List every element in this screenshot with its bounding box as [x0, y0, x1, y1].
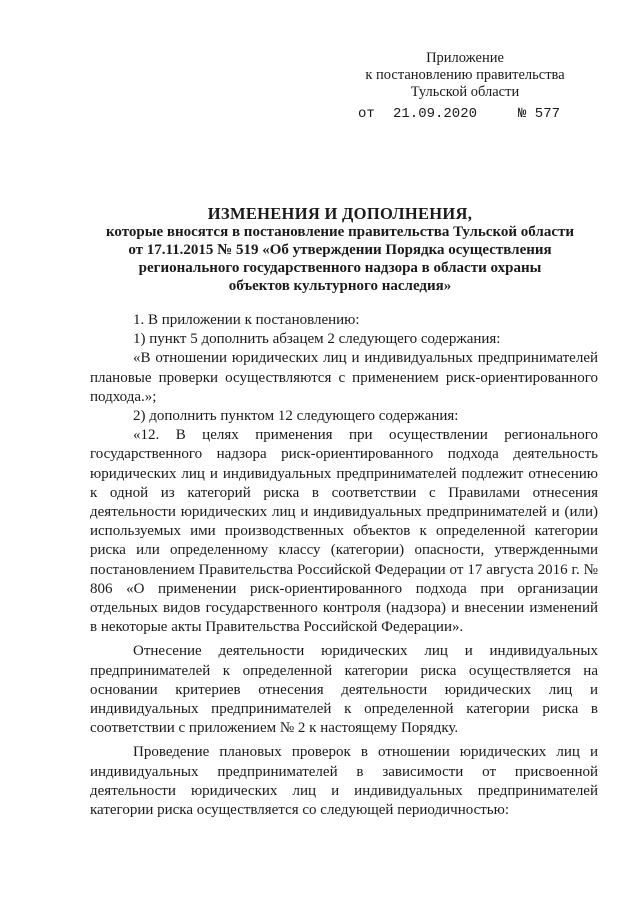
title-line-3: регионального государственного надзора в области охраны: [138, 260, 542, 276]
paragraph-6: Отнесение деятельности юридических лиц и индивидуальных предпринимателей к определенной категории риска осуществляется на основании критериев отнесения деятельности юридических лиц и индивидуальных предпринимателей к определенной категории риска в соответствии с приложением № 2 к настоящему Порядку.: [90, 643, 598, 737]
appendix-line-2: к постановлению правительства: [365, 67, 565, 83]
paragraph-3: «В отношении юридических лиц и индивидуальных предпринимателей плановые проверки осуществляются с применением риск-ориентированного подхода.»;: [90, 350, 598, 405]
document-title: [90, 205, 590, 295]
paragraph-7: Проведение плановых проверок в отношении юридических лиц и индивидуальных предпринимателей в зависимости от присвоенной деятельности юридических лиц и индивидуальных предпринимателей категории риска осуществляется со следующей периодичностью:: [90, 744, 598, 819]
paragraph-2: 1) пункт 5 дополнить абзацем 2 следующего содержания:: [133, 331, 501, 348]
paragraph-1: 1. В приложении к постановлению:: [133, 312, 360, 328]
ref-from-label: от: [358, 106, 375, 122]
ref-date: 21.09.2020: [393, 106, 478, 122]
paragraph-4: 2) дополнить пунктом 12 следующего содержания:: [133, 408, 459, 425]
title-line-1: которые вносятся в постановление правительства Тульской области: [105, 224, 575, 240]
document-body: [90, 311, 598, 820]
resolution-reference: [358, 106, 598, 122]
title-heading: ИЗМЕНЕНИЯ И ДОПОЛНЕНИЯ,: [207, 204, 473, 223]
title-line-4: объектов культурного наследия»: [228, 278, 452, 294]
ref-number: № 577: [518, 106, 561, 122]
appendix-header: [340, 50, 590, 101]
paragraph-5: «12. В целях применения при осуществлении регионального государственного надзора риск-ориентированного подхода деятельность юридических лиц и индивидуальных предпринимателей подлежит отнесению к одной из категорий риска в соответствии с Правилами отнесения деятельности юридических лиц и индивидуальных предпринимателей и (или) используемых ими производственных объектов к определенной категории риска или определенному классу (категории) опасности, утвержденными постановлением Правительства Российской Федерации от 17 августа 2016 г. № 806 «О применении риск-ориентированного подхода при организации отдельных видов государственного контроля (надзора) и внесении изменений в некоторые акты Правительства Российской Федерации».: [90, 427, 598, 636]
appendix-line-1: Приложение: [426, 50, 504, 66]
title-line-2: от 17.11.2015 № 519 «Об утверждении Порядка осуществления: [128, 242, 552, 258]
appendix-line-3: Тульской области: [410, 84, 520, 100]
